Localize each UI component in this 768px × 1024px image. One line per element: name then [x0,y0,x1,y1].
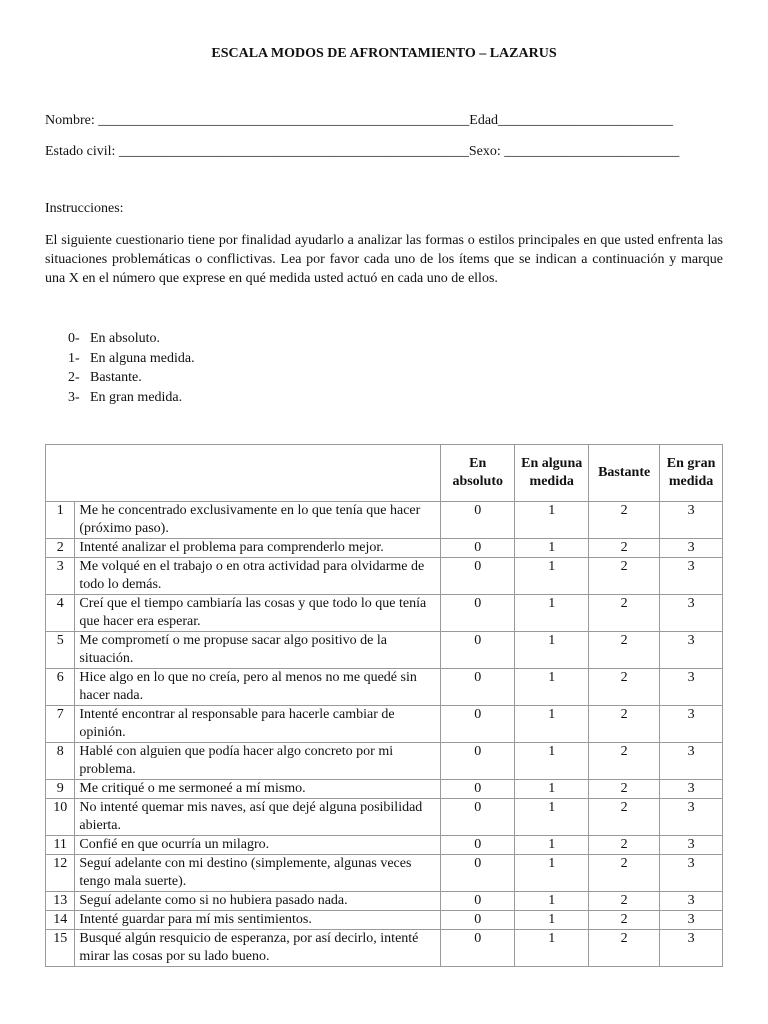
response-option-3[interactable]: 3 [660,855,723,892]
response-option-3[interactable]: 3 [660,799,723,836]
response-option-3[interactable]: 3 [660,502,723,539]
scale-item [68,329,195,349]
response-option-0[interactable]: 0 [441,706,515,743]
response-option-2[interactable]: 2 [589,706,660,743]
item-text: Busqué algún resquicio de esperanza, por así decirlo, intenté mirar las cosas por su lado bueno. [75,930,441,967]
item-number: 5 [46,632,75,669]
item-number: 3 [46,558,75,595]
response-option-2[interactable]: 2 [589,799,660,836]
table-row [46,780,723,799]
item-number: 2 [46,539,75,558]
response-option-1[interactable]: 1 [515,558,589,595]
response-option-3[interactable]: 3 [660,595,723,632]
response-option-1[interactable]: 1 [515,632,589,669]
response-option-1[interactable]: 1 [515,911,589,930]
table-row [46,632,723,669]
response-option-1[interactable]: 1 [515,502,589,539]
item-number: 10 [46,799,75,836]
table-row [46,595,723,632]
response-option-1[interactable]: 1 [515,855,589,892]
response-option-0[interactable]: 0 [441,836,515,855]
response-option-1[interactable]: 1 [515,892,589,911]
coping-items-table [45,444,723,967]
response-option-0[interactable]: 0 [441,743,515,780]
response-option-3[interactable]: 3 [660,836,723,855]
response-option-2[interactable]: 2 [589,558,660,595]
response-option-1[interactable]: 1 [515,743,589,780]
item-number: 4 [46,595,75,632]
item-text: Me critiqué o me sermoneé a mí mismo. [75,780,441,799]
item-number: 1 [46,502,75,539]
item-number: 13 [46,892,75,911]
response-scale [68,329,195,407]
item-text: Seguí adelante como si no hubiera pasado nada. [75,892,441,911]
scale-label: Bastante. [90,370,142,385]
table-row [46,930,723,967]
item-text: Creí que el tiempo cambiaría las cosas y que todo lo que tenía que hacer era esperar. [75,595,441,632]
item-number: 8 [46,743,75,780]
table-row [46,502,723,539]
civil-sex-line [45,144,679,160]
response-option-3[interactable]: 3 [660,780,723,799]
table-row [46,911,723,930]
header-bastante: Bastante [589,445,660,502]
response-option-3[interactable]: 3 [660,558,723,595]
item-text: Intenté guardar para mí mis sentimientos. [75,911,441,930]
response-option-0[interactable]: 0 [441,780,515,799]
item-number: 14 [46,911,75,930]
item-number: 6 [46,669,75,706]
response-option-2[interactable]: 2 [589,595,660,632]
response-option-3[interactable]: 3 [660,743,723,780]
response-option-0[interactable]: 0 [441,892,515,911]
response-option-1[interactable]: 1 [515,930,589,967]
response-option-3[interactable]: 3 [660,911,723,930]
instructions-text: El siguiente cuestionario tiene por finalidad ayudarlo a analizar las formas o estilos principales en que usted enfrenta las situaciones problemáticas o conflictivas. Lea por favor cada uno de los ítems que se indican a continuación y marque una X en el número que exprese en qué medida usted actuó en cada uno de ellos. [45,233,723,286]
response-option-2[interactable]: 2 [589,539,660,558]
response-option-0[interactable]: 0 [441,558,515,595]
item-text: Me comprometí o me propuse sacar algo positivo de la situación. [75,632,441,669]
response-option-0[interactable]: 0 [441,930,515,967]
scale-number: 3- [68,389,80,405]
response-option-0[interactable]: 0 [441,502,515,539]
sex-field[interactable]: _________________________ [504,144,680,159]
table-row [46,706,723,743]
table-header-row [46,445,723,502]
item-text: Intenté analizar el problema para comprenderlo mejor. [75,539,441,558]
scale-item [68,349,195,369]
name-age-line [45,113,673,129]
response-option-0[interactable]: 0 [441,799,515,836]
table-row [46,836,723,855]
table-row [46,799,723,836]
header-en-absoluto: En absoluto [441,445,515,502]
response-option-2[interactable]: 2 [589,892,660,911]
response-option-3[interactable]: 3 [660,632,723,669]
scale-item [68,368,195,388]
item-number: 7 [46,706,75,743]
name-field[interactable]: _____________________________________________________ [98,113,470,128]
item-text: Me he concentrado exclusivamente en lo que tenía que hacer (próximo paso). [75,502,441,539]
response-option-0[interactable]: 0 [441,595,515,632]
name-label: Nombre: [45,113,95,128]
response-option-3[interactable]: 3 [660,539,723,558]
response-option-0[interactable]: 0 [441,669,515,706]
scale-item [68,388,195,408]
header-blank [46,445,441,502]
age-field[interactable]: _________________________ [498,113,674,128]
age-label: Edad [469,113,499,128]
response-option-0[interactable]: 0 [441,855,515,892]
item-text: Hablé con alguien que podía hacer algo concreto por mi problema. [75,743,441,780]
response-option-1[interactable]: 1 [515,595,589,632]
response-option-2[interactable]: 2 [589,502,660,539]
document-title: ESCALA MODOS DE AFRONTAMIENTO – LAZARUS [211,46,557,61]
item-text: Seguí adelante con mi destino (simplemente, algunas veces tengo mala suerte). [75,855,441,892]
item-number: 9 [46,780,75,799]
table-row [46,892,723,911]
item-text: Hice algo en lo que no creía, pero al menos no me quedé sin hacer nada. [75,669,441,706]
table-row [46,539,723,558]
table-body [46,502,723,967]
response-option-1[interactable]: 1 [515,669,589,706]
response-option-0[interactable]: 0 [441,911,515,930]
response-option-2[interactable]: 2 [589,632,660,669]
civil-status-label: Estado civil: [45,144,116,159]
table-row [46,669,723,706]
response-option-1[interactable]: 1 [515,799,589,836]
response-option-3[interactable]: 3 [660,669,723,706]
table-row [46,743,723,780]
scale-number: 0- [68,331,80,346]
response-option-2[interactable]: 2 [589,669,660,706]
response-option-0[interactable]: 0 [441,539,515,558]
response-option-2[interactable]: 2 [589,780,660,799]
instructions-label: Instrucciones: [45,201,124,216]
response-option-2[interactable]: 2 [589,930,660,967]
response-option-2[interactable]: 2 [589,911,660,930]
response-option-3[interactable]: 3 [660,706,723,743]
scale-label: En gran medida. [90,389,183,405]
response-option-1[interactable]: 1 [515,780,589,799]
response-option-2[interactable]: 2 [589,855,660,892]
response-option-0[interactable]: 0 [441,632,515,669]
response-option-1[interactable]: 1 [515,836,589,855]
scale-label: En absoluto. [90,331,160,346]
item-text: No intenté quemar mis naves, así que dejé alguna posibilidad abierta. [75,799,441,836]
response-option-1[interactable]: 1 [515,539,589,558]
sex-label: Sexo: [468,144,501,159]
table-row [46,558,723,595]
scale-label: En alguna medida. [90,350,195,366]
scale-number: 2- [68,370,80,385]
item-number: 11 [46,836,75,855]
response-option-2[interactable]: 2 [589,836,660,855]
scale-number: 1- [68,350,80,366]
header-en-alguna-medida: En alguna medida [515,445,589,502]
item-number: 15 [46,930,75,967]
response-option-3[interactable]: 3 [660,930,723,967]
item-text: Me volqué en el trabajo o en otra actividad para olvidarme de todo lo demás. [75,558,441,595]
item-text: Confié en que ocurría un milagro. [75,836,441,855]
civil-status-field[interactable]: __________________________________________________ [118,144,469,159]
response-option-2[interactable]: 2 [589,743,660,780]
table-row [46,855,723,892]
header-en-gran-medida: En gran medida [660,445,723,502]
response-option-1[interactable]: 1 [515,706,589,743]
item-number: 12 [46,855,75,892]
response-option-3[interactable]: 3 [660,892,723,911]
item-text: Intenté encontrar al responsable para hacerle cambiar de opinión. [75,706,441,743]
